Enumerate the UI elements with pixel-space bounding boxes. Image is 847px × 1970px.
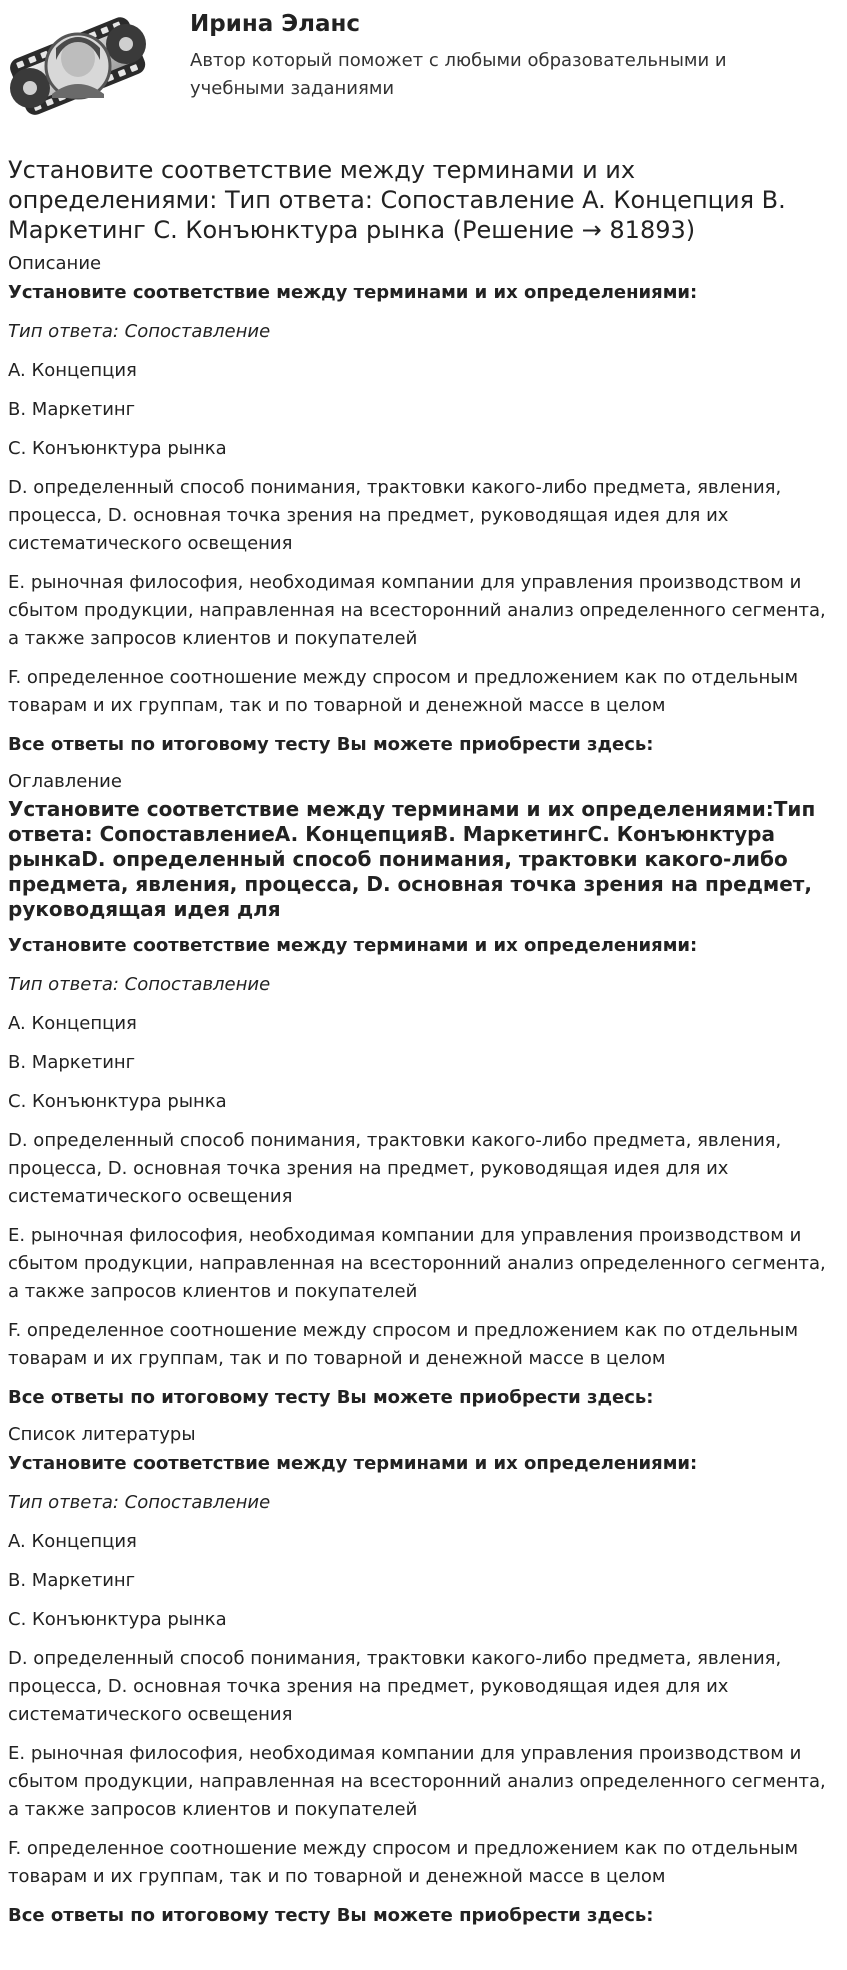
list-item: E. рыночная философия, необходимая компании для управления производством и сбытом продукции, направленная на всесторонний анализ определенного сегмента, а также запросов клиентов и покупателей bbox=[8, 572, 826, 649]
list-item: E. рыночная философия, необходимая компании для управления производством и сбытом продукции, направленная на всесторонний анализ определенного сегмента, а также запросов клиентов и покупателей bbox=[8, 1743, 826, 1820]
section-label-bibliography: Список литературы bbox=[8, 1424, 196, 1445]
purchase-text: Все ответы по итоговому тесту Вы можете приобрести здесь: bbox=[8, 734, 654, 755]
answer-type-text: Тип ответа: Сопоставление bbox=[8, 321, 271, 342]
question-text: Установите соответствие между терминами и их определениями: bbox=[8, 1453, 698, 1474]
list-item: B. Маркетинг bbox=[8, 399, 136, 420]
purchase-text: Все ответы по итоговому тесту Вы можете приобрести здесь: bbox=[8, 1387, 654, 1408]
toc-block bbox=[8, 932, 839, 1412]
list-item: F. определенное соотношение между спросом и предложением как по отдельным товарам и их группам, так и по товарной и денежной массе в целом bbox=[8, 1838, 799, 1887]
list-item: D. определенный способ понимания, трактовки какого-либо предмета, явления, процесса, D. основная точка зрения на предмет, руководящая идея для их систематического освещения bbox=[8, 477, 782, 554]
list-item: D. определенный способ понимания, трактовки какого-либо предмета, явления, процесса, D. основная точка зрения на предмет, руководящая идея для их систематического освещения bbox=[8, 1648, 782, 1725]
author-name[interactable]: Ирина Эланс bbox=[190, 11, 361, 37]
author-description: Автор который поможет с любыми образовательными и учебными заданиями bbox=[190, 50, 727, 99]
page-title: Установите соответствие между терминами и их определениями: Тип ответа: Сопоставление A. Концепция B. Маркетинг C. Конъюнктура рынка (Решение → 81893) bbox=[8, 156, 786, 244]
section-label-toc: Оглавление bbox=[8, 771, 122, 792]
purchase-text: Все ответы по итоговому тесту Вы можете приобрести здесь: bbox=[8, 1905, 654, 1926]
list-item: A. Концепция bbox=[8, 1013, 137, 1034]
answer-type-text: Тип ответа: Сопоставление bbox=[8, 1492, 271, 1513]
list-item: B. Маркетинг bbox=[8, 1570, 136, 1591]
list-item: A. Концепция bbox=[8, 1531, 137, 1552]
list-item: F. определенное соотношение между спросом и предложением как по отдельным товарам и их группам, так и по товарной и денежной массе в целом bbox=[8, 1320, 799, 1369]
section-label-description: Описание bbox=[8, 253, 102, 274]
description-block bbox=[8, 279, 839, 759]
answer-type-text: Тип ответа: Сопоставление bbox=[8, 974, 271, 995]
question-text: Установите соответствие между терминами и их определениями: bbox=[8, 935, 698, 956]
list-item: F. определенное соотношение между спросом и предложением как по отдельным товарам и их группам, так и по товарной и денежной массе в целом bbox=[8, 667, 799, 716]
list-item: A. Концепция bbox=[8, 360, 137, 381]
list-item: D. определенный способ понимания, трактовки какого-либо предмета, явления, процесса, D. основная точка зрения на предмет, руководящая идея для их систематического освещения bbox=[8, 1130, 782, 1207]
list-item: E. рыночная философия, необходимая компании для управления производством и сбытом продукции, направленная на всесторонний анализ определенного сегмента, а также запросов клиентов и покупателей bbox=[8, 1225, 826, 1302]
author-info bbox=[190, 8, 780, 103]
avatar[interactable] bbox=[8, 8, 148, 126]
list-item: C. Конъюнктура рынка bbox=[8, 438, 227, 459]
author-card bbox=[8, 8, 839, 134]
list-item: B. Маркетинг bbox=[8, 1052, 136, 1073]
film-reel-avatar-icon bbox=[8, 8, 148, 126]
question-text: Установите соответствие между терминами и их определениями: bbox=[8, 282, 698, 303]
bibliography-block bbox=[8, 1450, 839, 1930]
list-item: C. Конъюнктура рынка bbox=[8, 1609, 227, 1630]
list-item: C. Конъюнктура рынка bbox=[8, 1091, 227, 1112]
toc-title: Установите соответствие между терминами и их определениями:Тип ответа: СопоставлениеA. КонцепцияB. МаркетингC. Конъюнктура рынкаD. определенный способ понимания, трактовки какого-либо предмета, явления, процесса, D. основная точка зрения на предмет, руководящая идея для bbox=[8, 797, 816, 921]
